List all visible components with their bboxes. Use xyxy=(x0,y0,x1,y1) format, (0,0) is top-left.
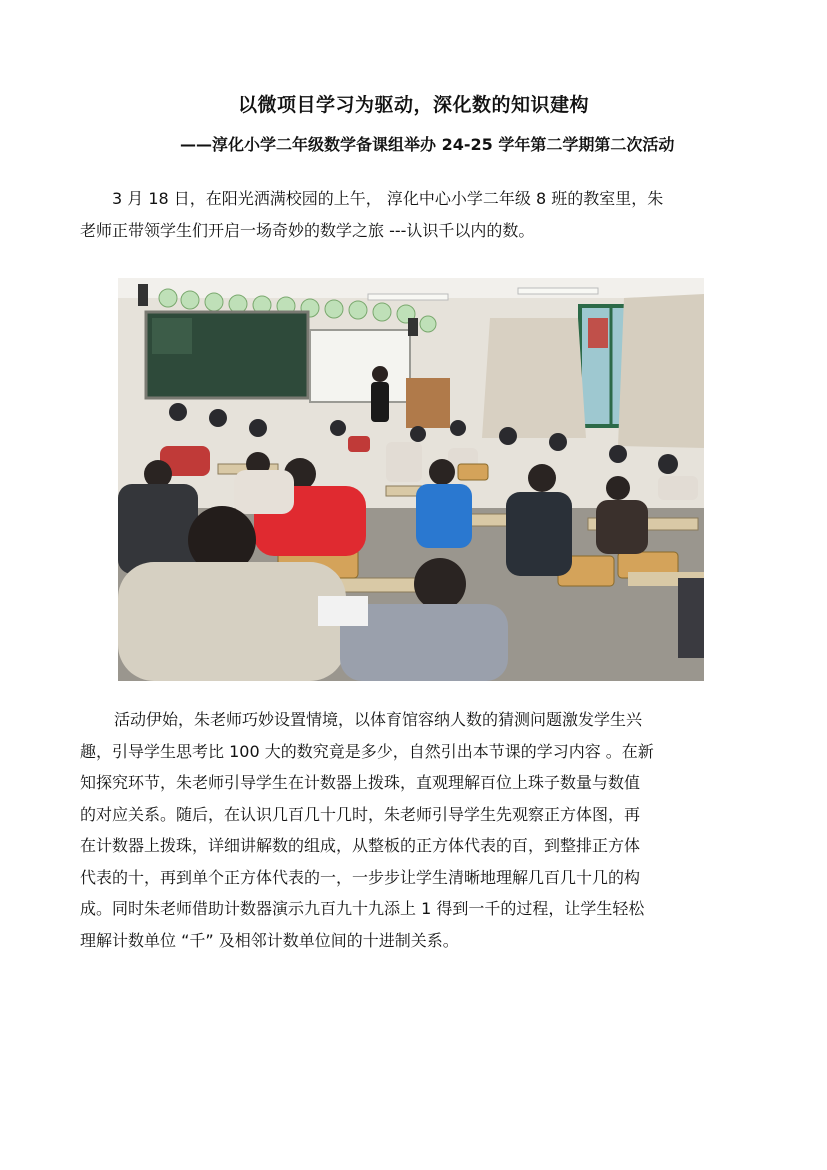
classroom-photo xyxy=(118,278,704,681)
paragraph-line: 理解计数单位 “千” 及相邻计数单位间的十进制关系。 xyxy=(80,930,459,950)
paragraph-line: 活动伊始，朱老师巧妙设置情境，以体育馆容纳人数的猜测问题激发学生兴 xyxy=(114,710,643,729)
page-title: 以微项目学习为驱动，深化数的知识建构 xyxy=(237,94,589,116)
page-subtitle: ——淳化小学二年级数学备课组举办 24-25 学年第二学期第二次活动 xyxy=(180,135,675,154)
paragraph-line: 趣，引导学生思考比 100 大的数究竟是多少，自然引出本节课的学习内容 。在新 xyxy=(80,741,654,761)
paragraph-line: 成。同时朱老师借助计数器演示九百九十九添上 1 得到一千的过程，让学生轻松 xyxy=(80,899,645,918)
paragraph-line: 知探究环节，朱老师引导学生在计数器上拨珠，直观理解百位上珠子数量与数值 xyxy=(80,773,641,792)
paragraph-line: 3 月 18 日，在阳光洒满校园的上午， 淳化中心小学二年级 8 班的教室里，朱 xyxy=(112,189,664,208)
activity-paragraph xyxy=(80,704,770,956)
paragraph-line: 老师正带领学生们开启一场奇妙的数学之旅 ---认识千以内的数。 xyxy=(80,220,535,240)
intro-paragraph xyxy=(80,183,770,246)
paragraph-line: 的对应关系。随后，在认识几百几十几时，朱老师引导学生先观察正方体图，再 xyxy=(80,804,641,824)
paragraph-line: 代表的十，再到单个正方体代表的一，一步步让学生清晰地理解几百几十几的构 xyxy=(80,867,641,887)
paragraph-line: 在计数器上拨珠，详细讲解数的组成，从整板的正方体代表的百，到整排正方体 xyxy=(80,836,641,855)
